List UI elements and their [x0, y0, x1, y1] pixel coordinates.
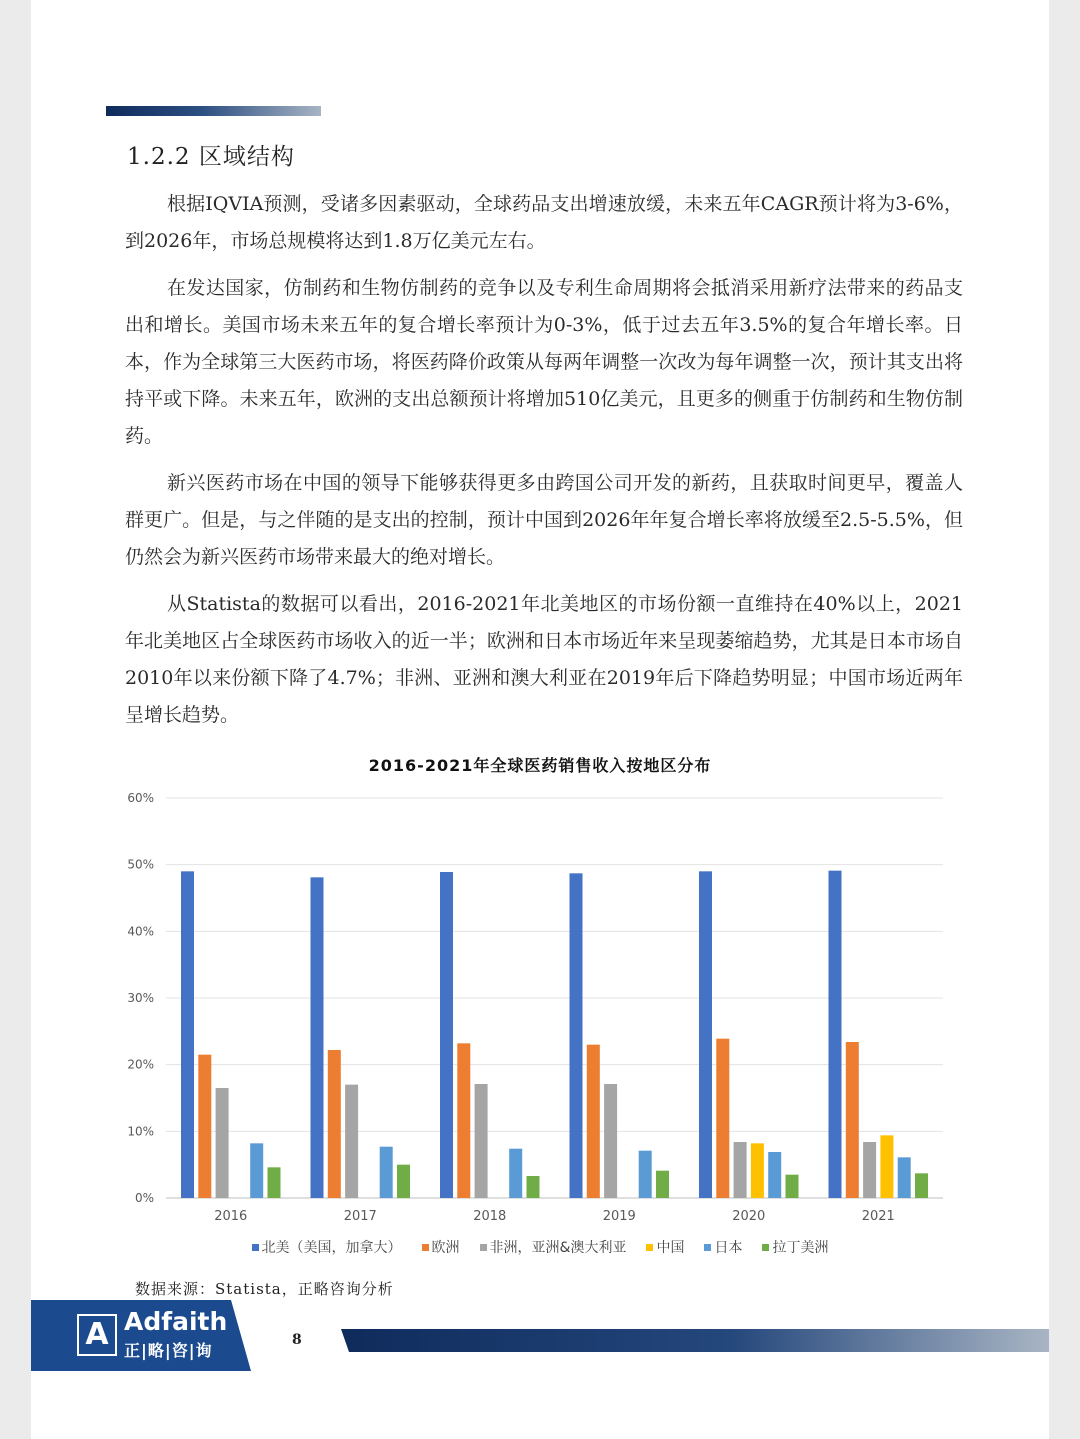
y-tick-label: 10%: [127, 1124, 154, 1139]
bar: [440, 872, 453, 1198]
y-tick-label: 20%: [127, 1057, 154, 1072]
x-tick-label: 2017: [343, 1209, 377, 1224]
bar: [604, 1084, 617, 1198]
legend-swatch: [422, 1244, 429, 1251]
logo-text-cn: 正|略|咨|询: [124, 1341, 213, 1360]
page-number: 8: [292, 1332, 302, 1348]
bar: [898, 1157, 911, 1198]
header-rule: [106, 106, 321, 116]
bar: [527, 1176, 540, 1198]
bar: [509, 1149, 522, 1198]
x-tick-label: 2020: [732, 1209, 766, 1224]
legend-label: 拉丁美洲: [772, 1240, 829, 1256]
legend-item: [480, 1237, 627, 1257]
bar-chart: [31, 780, 1049, 1230]
paragraph: 新兴医药市场在中国的领导下能够获得更多由跨国公司开发的新药，且获取时间更早，覆盖人群更广。但是，与之伴随的是支出的控制，预计中国到2026年年复合增长率将放缓至2.5-5.5%，但仍然会为新兴医药市场带来最大的绝对增长。: [125, 472, 963, 568]
legend-swatch: [762, 1244, 769, 1251]
legend-label: 日本: [714, 1240, 743, 1256]
y-tick-label: 60%: [127, 791, 154, 805]
report-page: [31, 0, 1049, 1439]
paragraph: 从Statista的数据可以看出，2016-2021年北美地区的市场份额一直维持在40%以上，2021年北美地区占全球医药市场收入的近一半；欧洲和日本市场近年来呈现萎缩趋势，尤其是日本市场自2010年以来份额下降了4.7%；非洲、亚洲和澳大利亚在2019年后下降趋势明显；中国市场近两年呈增长趋势。: [125, 593, 963, 726]
bar: [639, 1151, 652, 1198]
legend-swatch: [646, 1244, 653, 1251]
legend-swatch: [252, 1244, 259, 1251]
bar: [656, 1171, 669, 1198]
bar: [829, 871, 842, 1198]
bar: [216, 1088, 229, 1198]
legend-label: 非洲，亚洲&澳大利亚: [489, 1240, 627, 1256]
bar: [734, 1142, 747, 1198]
legend-item: [704, 1237, 742, 1257]
legend-swatch: [480, 1244, 487, 1251]
bar: [587, 1045, 600, 1198]
y-tick-label: 50%: [127, 857, 154, 872]
bar: [328, 1050, 341, 1198]
bar: [250, 1143, 263, 1198]
bar: [198, 1055, 211, 1198]
paragraph: 根据IQVIA预测，受诸多因素驱动，全球药品支出增速放缓，未来五年CAGR预计将为3-6%，到2026年，市场总规模将达到1.8万亿美元左右。: [125, 193, 963, 252]
logo-text-en: Adfaith: [124, 1307, 228, 1336]
footer-rule: [341, 1329, 1049, 1352]
x-tick-label: 2019: [602, 1209, 636, 1224]
bar: [457, 1043, 470, 1198]
y-tick-label: 40%: [127, 924, 154, 939]
y-tick-label: 30%: [127, 991, 154, 1005]
x-tick-label: 2021: [861, 1209, 895, 1224]
bar: [380, 1147, 393, 1198]
section-title: 1.2.2 区域结构: [127, 144, 295, 170]
bar: [570, 873, 583, 1198]
bar: [768, 1152, 781, 1198]
legend-item: [646, 1237, 684, 1257]
chart-title: 2016-2021年全球医药销售收入按地区分布: [368, 756, 712, 775]
bar: [181, 871, 194, 1198]
bar: [751, 1143, 764, 1198]
y-tick-label: 0%: [134, 1191, 154, 1205]
legend-item: [422, 1237, 460, 1257]
x-tick-label: 2016: [214, 1209, 248, 1224]
data-source: 数据来源：Statista，正略咨询分析: [135, 1280, 394, 1298]
bar: [716, 1039, 729, 1198]
bar: [863, 1142, 876, 1198]
x-tick-label: 2018: [473, 1209, 507, 1224]
bar: [345, 1085, 358, 1198]
paragraph: 在发达国家，仿制药和生物仿制药的竞争以及专利生命周期将会抵消采用新疗法带来的药品支出和增长。美国市场未来五年的复合增长率预计为0-3%，低于过去五年3.5%的复合年增长率。日本，作为全球第三大医药市场，将医药降价政策从每两年调整一次改为每年调整一次，预计其支出将持平或下降。未来五年，欧洲的支出总额预计将增加510亿美元，且更多的侧重于仿制药和生物仿制药。: [125, 277, 963, 447]
body-text: [125, 186, 963, 744]
legend-label: 北美（美国，加拿大）: [261, 1240, 402, 1256]
bar: [915, 1173, 928, 1198]
bar: [311, 877, 324, 1198]
legend-label: 中国: [656, 1240, 685, 1256]
bar: [268, 1167, 281, 1198]
chart-legend: [31, 1237, 1049, 1257]
bar: [880, 1135, 893, 1198]
bar: [786, 1175, 799, 1198]
legend-swatch: [704, 1244, 711, 1251]
bar: [475, 1084, 488, 1198]
legend-item: [762, 1237, 828, 1257]
legend-item: [252, 1237, 402, 1257]
bar: [846, 1042, 859, 1198]
legend-label: 欧洲: [431, 1240, 460, 1256]
adfaith-logo-icon: A: [77, 1314, 117, 1356]
bar: [699, 871, 712, 1198]
bar: [397, 1165, 410, 1198]
